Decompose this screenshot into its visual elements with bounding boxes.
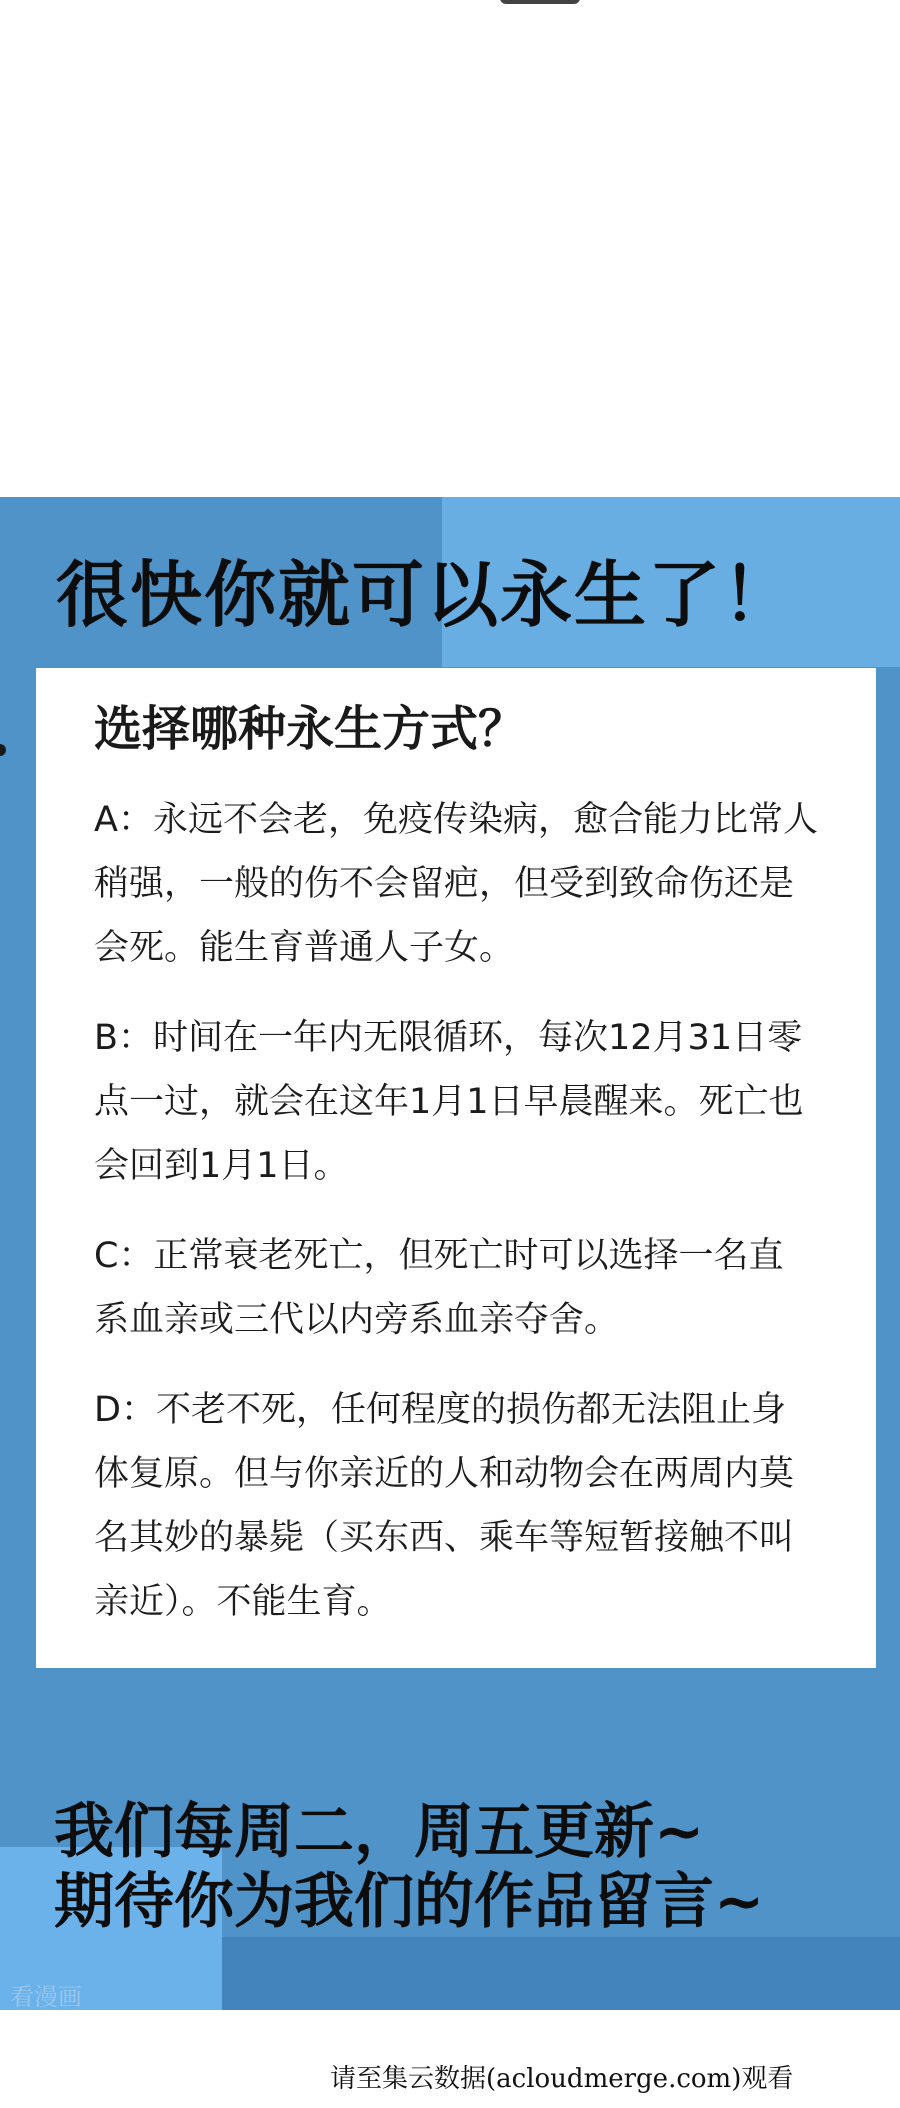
headline: 很快你就可以永生了！ [56, 553, 797, 637]
edge-dot [0, 744, 6, 756]
card-title: 选择哪种永生方式？ [94, 701, 527, 757]
option-a: A：永远不会老，免疫传染病，愈合能力比常人稍强，一般的伤不会留疤，但受到致命伤还是会死。能生育普通人子女。 [94, 800, 818, 969]
source-credit: 请至集云数据(acloudmerge.com)观看 [330, 2064, 794, 2094]
question-card [36, 668, 876, 1668]
option-d: D：不老不死，任何程度的损伤都无法阻止身体复原。但与你亲近的人和动物会在两周内莫名其妙的暴毙（买东西、乘车等短暂接触不叫亲近）。不能生育。 [94, 1390, 795, 1623]
bg-block-bottom-right [222, 1937, 900, 2010]
top-blank-area [0, 0, 900, 497]
option-b: B：时间在一年内无限循环，每次12月31日零点一过，就会在这年1月1日早晨醒来。死亡也会回到1月1日。 [94, 1018, 804, 1187]
watermark: 看漫画 [10, 1983, 82, 2011]
comic-panel [0, 497, 900, 2010]
option-c: C：正常衰老死亡，但死亡时可以选择一名直系血亲或三代以内旁系血亲夺舍。 [94, 1236, 784, 1341]
cropped-shape-top [500, 0, 580, 4]
update-line-2: 期待你为我们的作品留言~ [54, 1867, 765, 1937]
update-line-1: 我们每周二，周五更新~ [54, 1797, 705, 1867]
update-notice [54, 1797, 764, 1937]
